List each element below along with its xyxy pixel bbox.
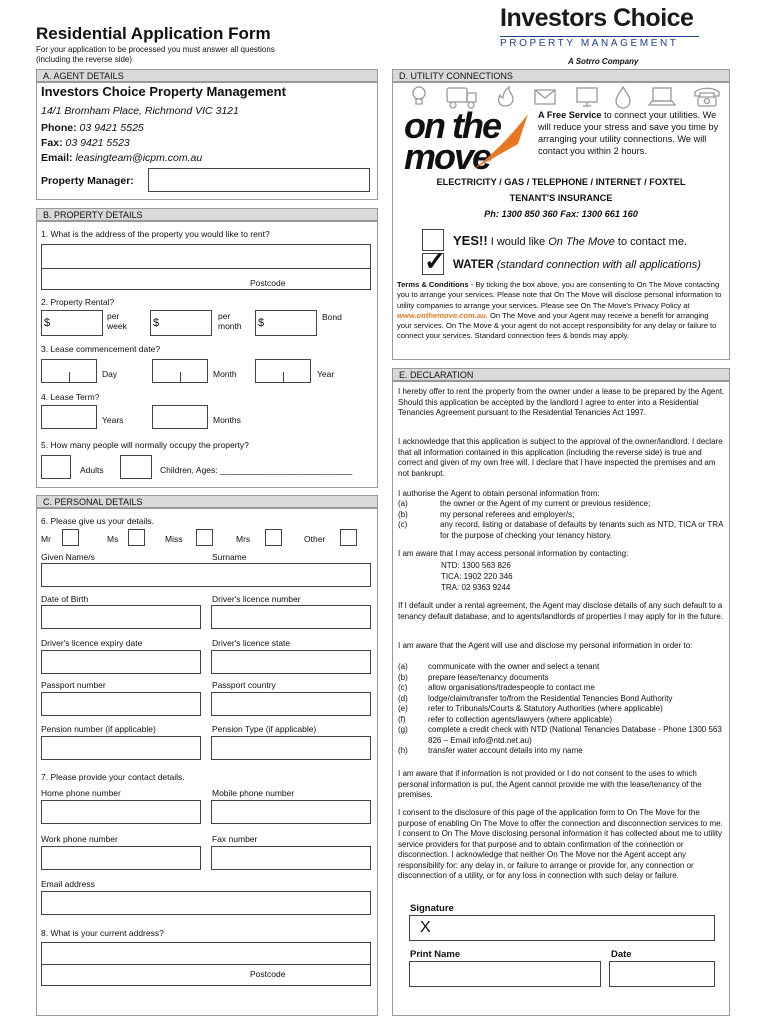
brand-divider — [500, 36, 699, 37]
page-title: Residential Application Form — [36, 24, 271, 43]
list-marker: (c) — [398, 683, 408, 692]
year-label: Year — [317, 369, 335, 379]
years-label: Years — [102, 415, 124, 425]
children-count-field[interactable] — [120, 455, 152, 479]
list-marker: (g) — [398, 725, 408, 734]
lease-year-field[interactable] — [255, 359, 311, 383]
property-manager-field[interactable] — [148, 168, 370, 192]
licence-number-label: Driver's licence number — [212, 594, 301, 604]
yes-bold: YES!! — [453, 233, 488, 248]
list-item: lodge/claim/transfer to/from the Residential Tenancies Bond Authority — [428, 693, 673, 703]
agent-address: 14/1 Bromham Place, Richmond VIC 3121 — [41, 105, 239, 117]
free-service-rest: to connect your utilities. We will reduce your stress and save you time by arranging your utility connections. We will contact you within 2 hours. — [538, 110, 719, 156]
current-address-divider — [41, 964, 371, 965]
agent-fax: 03 9421 5523 — [65, 137, 130, 149]
tenants-insurance: TENANT'S INSURANCE — [509, 193, 613, 203]
title-mrs-label: Mrs — [236, 534, 251, 544]
utility-services: ELECTRICITY / GAS / TELEPHONE / INTERNET / FOXTEL — [436, 177, 686, 187]
list-item: my personal referees and employer/s; — [440, 509, 575, 519]
list-marker: (c) — [398, 520, 408, 529]
date-label: Date — [611, 949, 632, 960]
yes-rest: I would like — [487, 236, 549, 248]
lease-month-field[interactable] — [152, 359, 208, 383]
list-marker: (d) — [398, 693, 408, 703]
section-d-heading: D. UTILITY CONNECTIONS — [392, 69, 730, 82]
question-8: 8. What is your current address? — [41, 928, 164, 938]
water-checkbox[interactable] — [422, 246, 446, 276]
licence-state-field[interactable] — [211, 650, 371, 674]
licence-expiry-label: Driver's licence expiry date — [41, 638, 143, 648]
utility-phone-fax: Ph: 1300 850 360 Fax: 1300 661 160 — [484, 209, 638, 219]
signature-x-mark: X — [420, 919, 431, 936]
list-marker: (a) — [398, 499, 408, 508]
list-marker: (f) — [398, 714, 406, 724]
dob-label: Date of Birth — [41, 594, 89, 604]
title-miss-checkbox[interactable] — [196, 529, 213, 546]
work-phone-field[interactable] — [41, 846, 201, 870]
current-postcode-label: Postcode — [250, 969, 286, 979]
free-service-bold: A Free Service — [538, 110, 602, 120]
question-4: 4. Lease Term? — [41, 392, 100, 402]
checkmark-icon: ✓ — [424, 246, 446, 276]
tica-contact: TICA: 1902 220 346 — [441, 572, 513, 581]
list-marker: (e) — [398, 704, 408, 713]
contact-me-label — [453, 233, 687, 248]
telephone-icon — [695, 88, 719, 106]
brand-parent: A Sotrro Company — [568, 57, 639, 66]
title-other-label: Other — [304, 534, 326, 544]
yes-end: to contact me. — [614, 236, 687, 248]
tra-contact: TRA: 02 9363 9244 — [441, 583, 511, 592]
bond-label: Bond — [322, 312, 342, 322]
dob-field[interactable] — [41, 605, 201, 629]
dollar-sign: $ — [153, 317, 160, 329]
pension-type-field[interactable] — [211, 736, 371, 760]
subtitle-line-2: (including the reverse side) — [36, 55, 133, 64]
water-label — [453, 259, 701, 271]
home-phone-label: Home phone number — [41, 788, 121, 798]
date-field[interactable] — [609, 961, 715, 987]
passport-number-field[interactable] — [41, 692, 201, 716]
question-2: 2. Property Rental? — [41, 297, 115, 307]
mobile-phone-field[interactable] — [211, 800, 371, 824]
list-marker: (b) — [398, 672, 408, 682]
property-address-field[interactable] — [41, 244, 371, 290]
terms-url[interactable]: www.onthemove.com.au. — [397, 310, 488, 320]
declaration-p5: If I default under a rental agreement, the Agent may disclose details of any such default to a tenancy default database, and to agents/landlords of properties I may apply for in the future. — [398, 601, 724, 621]
ntd-contact: NTD: 1300 563 826 — [441, 561, 511, 570]
home-phone-field[interactable] — [41, 800, 201, 824]
bond-field[interactable] — [255, 310, 317, 336]
agent-company: Investors Choice Property Management — [41, 84, 286, 99]
question-1: 1. What is the address of the property you would like to rent? — [41, 229, 270, 239]
declaration-p3: I authorise the Agent to obtain personal information from: — [398, 489, 600, 498]
list-marker: (a) — [398, 662, 408, 671]
logo-line-2: move — [404, 136, 491, 177]
pension-number-label: Pension number (if applicable) — [41, 724, 156, 734]
fax-label: Fax: — [41, 137, 63, 149]
phone-label: Phone: — [41, 122, 77, 134]
pension-type-label: Pension Type (if applicable) — [212, 724, 317, 734]
adults-label: Adults — [80, 465, 104, 475]
lease-years-field[interactable] — [41, 405, 97, 429]
flame-icon — [499, 87, 513, 106]
month-label: Month — [213, 369, 237, 379]
work-phone-label: Work phone number — [41, 834, 118, 844]
print-name-field[interactable] — [409, 961, 601, 987]
per-week-label: per week — [107, 311, 127, 331]
licence-state-label: Driver's licence state — [212, 638, 291, 648]
agent-email: leasingteam@icpm.com.au — [75, 152, 203, 164]
title-mr-checkbox[interactable] — [62, 529, 79, 546]
title-mr-label: Mr — [41, 534, 51, 544]
signature-field[interactable] — [409, 915, 715, 941]
list-item: transfer water account details into my name — [428, 746, 583, 755]
postcode-label: Postcode — [250, 278, 286, 288]
list-item: prepare lease/tenancy documents — [428, 672, 549, 682]
declaration-p2: I acknowledge that this application is subject to the approval of the owner/landlord. I declare that all information contained in this application (including the reverse side) is true and correct and given of my own free will. I declare that I have inspected the premises and am not bankrupt. — [398, 437, 723, 478]
authorise-list — [398, 499, 726, 541]
given-name-label: Given Name/s — [41, 552, 95, 562]
list-item: complete a credit check with NTD (National Tenancies Database - Phone 1300 563 826 – Email info@ntd.net.au) — [428, 725, 722, 745]
print-name-label: Print Name — [410, 949, 461, 960]
brand-logo-name: Investors Choice — [500, 4, 694, 32]
water-bold: WATER — [453, 259, 494, 271]
email-label: Email: — [41, 152, 73, 164]
list-marker: (h) — [398, 746, 408, 755]
list-item: refer to Tribunals/Courts & Statutory Authorities (where applicable) — [428, 704, 663, 713]
question-5: 5. How many people will normally occupy the property? — [41, 440, 249, 450]
section-b-heading: B. PROPERTY DETAILS — [36, 208, 378, 221]
passport-country-label: Passport country — [212, 680, 276, 690]
list-item: allow organisations/tradespeople to contact me — [428, 683, 595, 692]
section-c-heading: C. PERSONAL DETAILS — [36, 495, 378, 508]
list-item: any record, listing or database of defaults by tenants such as NTD, TICA or TRA for the purpose of checking your tenancy history. — [440, 520, 723, 540]
email-address-field[interactable] — [41, 891, 371, 915]
address-divider — [41, 268, 371, 269]
logo-swoosh-icon — [470, 110, 532, 174]
lease-day-field[interactable] — [41, 359, 97, 383]
passport-number-label: Passport number — [41, 680, 106, 690]
title-ms-label: Ms — [107, 534, 119, 544]
email-address-label: Email address — [41, 879, 95, 889]
logo-line-1: on the — [404, 105, 500, 146]
adults-count-field[interactable] — [41, 455, 71, 479]
fax-number-field[interactable] — [211, 846, 371, 870]
declaration-p6: I am aware that the Agent will use and disclose my personal information in order to: — [398, 641, 693, 650]
agent-phone: 03 9421 5525 — [79, 122, 144, 134]
passport-country-field[interactable] — [211, 692, 371, 716]
licence-expiry-field[interactable] — [41, 650, 201, 674]
tv-icon — [577, 88, 597, 106]
property-manager-label: Property Manager: — [41, 175, 134, 187]
declaration-p7: I am aware that if information is not provided or I do not consent to the uses to which personal information is put, the Agent cannot provide me with the lease/tenancy of the premises. — [398, 769, 702, 799]
title-ms-checkbox[interactable] — [128, 529, 145, 546]
question-6: 6. Please give us your details. — [41, 516, 154, 526]
rent-weekly-field[interactable] — [41, 310, 103, 336]
question-3: 3. Lease commencement date? — [41, 344, 161, 354]
list-marker: (b) — [398, 509, 408, 519]
disclose-list — [398, 662, 726, 757]
yes-italic: On The Move — [548, 236, 615, 248]
free-service-text — [538, 109, 724, 157]
dollar-sign: $ — [258, 317, 265, 329]
rent-monthly-field[interactable] — [150, 310, 212, 336]
title-mrs-checkbox[interactable] — [265, 529, 282, 546]
dollar-sign: $ — [44, 317, 51, 329]
list-item: communicate with the owner and select a tenant — [428, 662, 600, 671]
utility-terms — [397, 280, 725, 342]
declaration-p4: I am aware that I may access personal information by contacting: — [398, 549, 629, 558]
title-other-checkbox[interactable] — [340, 529, 357, 546]
fax-number-label: Fax number — [212, 834, 258, 844]
terms-text-2: On The Move and your Agent may receive a benefit for arranging your services. On The Move & your agent do not accept responsibility for any delay or failure to connect your services. Standard connection fees & bonds may apply. — [397, 310, 717, 341]
subtitle-line-1: For your application to be processed you must answer all questions — [36, 45, 275, 54]
title-miss-label: Miss — [165, 534, 183, 544]
licence-number-field[interactable] — [211, 605, 371, 629]
declaration-p1: I hereby offer to rent the property from the owner under a lease to be prepared by the Agent. Should this application be accepted by the landlord I agree to enter into a Residential Tenancies Agreement pursuant to the Residential Tenancies Act 1997. — [398, 387, 725, 417]
brand-tagline: PROPERTY MANAGEMENT — [500, 38, 679, 49]
surname-label: Surname — [212, 552, 247, 562]
agent-email-row — [41, 152, 202, 164]
terms-heading: Terms & Conditions — [397, 280, 469, 289]
lease-months-field[interactable] — [152, 405, 208, 429]
section-a-heading: A. AGENT DETAILS — [36, 69, 378, 82]
laptop-icon — [649, 88, 675, 105]
mobile-phone-label: Mobile phone number — [212, 788, 295, 798]
email-icon — [535, 90, 555, 104]
agent-phone-row — [41, 122, 144, 134]
per-month-label: per month — [218, 311, 242, 331]
section-e-heading: E. DECLARATION — [392, 368, 730, 381]
signature-label: Signature — [410, 903, 454, 914]
terms-text: - By ticking the box above, you are consenting to On The Move contacting you to arrange your services. Please note that On The Move will disclose personal information to utility companies to arrange your services. Please see On The Move's Privacy Policy at — [397, 280, 722, 310]
list-item: the owner or the Agent of my current or previous residence; — [440, 499, 651, 508]
question-7: 7. Please provide your contact details. — [41, 772, 185, 782]
list-item: refer to collection agents/lawyers (where applicable) — [428, 714, 613, 724]
pension-number-field[interactable] — [41, 736, 201, 760]
water-italic: (standard connection with all applications) — [493, 259, 701, 271]
water-drop-icon — [616, 87, 630, 108]
lightbulb-icon — [413, 87, 425, 104]
children-label: Children, Ages: ____________________________ — [160, 465, 353, 475]
months-label: Months — [213, 415, 241, 425]
name-field[interactable] — [41, 563, 371, 587]
declaration-p8: I consent to the disclosure of this page of the application form to On The Move for the purpose of enabling On The Move to offer the connection and disconnection services to me. I consent to On The Move disclosing personal information it has collected about me to utility service providers for that purpose and to obtain confirmation of the connection or disconnection. I acknowledge that neither On The Move nor the Agent accept any responsibility for: any delay in, or failure to arrange or provide for, any connection or disconnection of a utility, or for any loss in connection with such delay or failure. — [398, 808, 723, 880]
day-label: Day — [102, 369, 118, 379]
agent-fax-row — [41, 137, 130, 149]
